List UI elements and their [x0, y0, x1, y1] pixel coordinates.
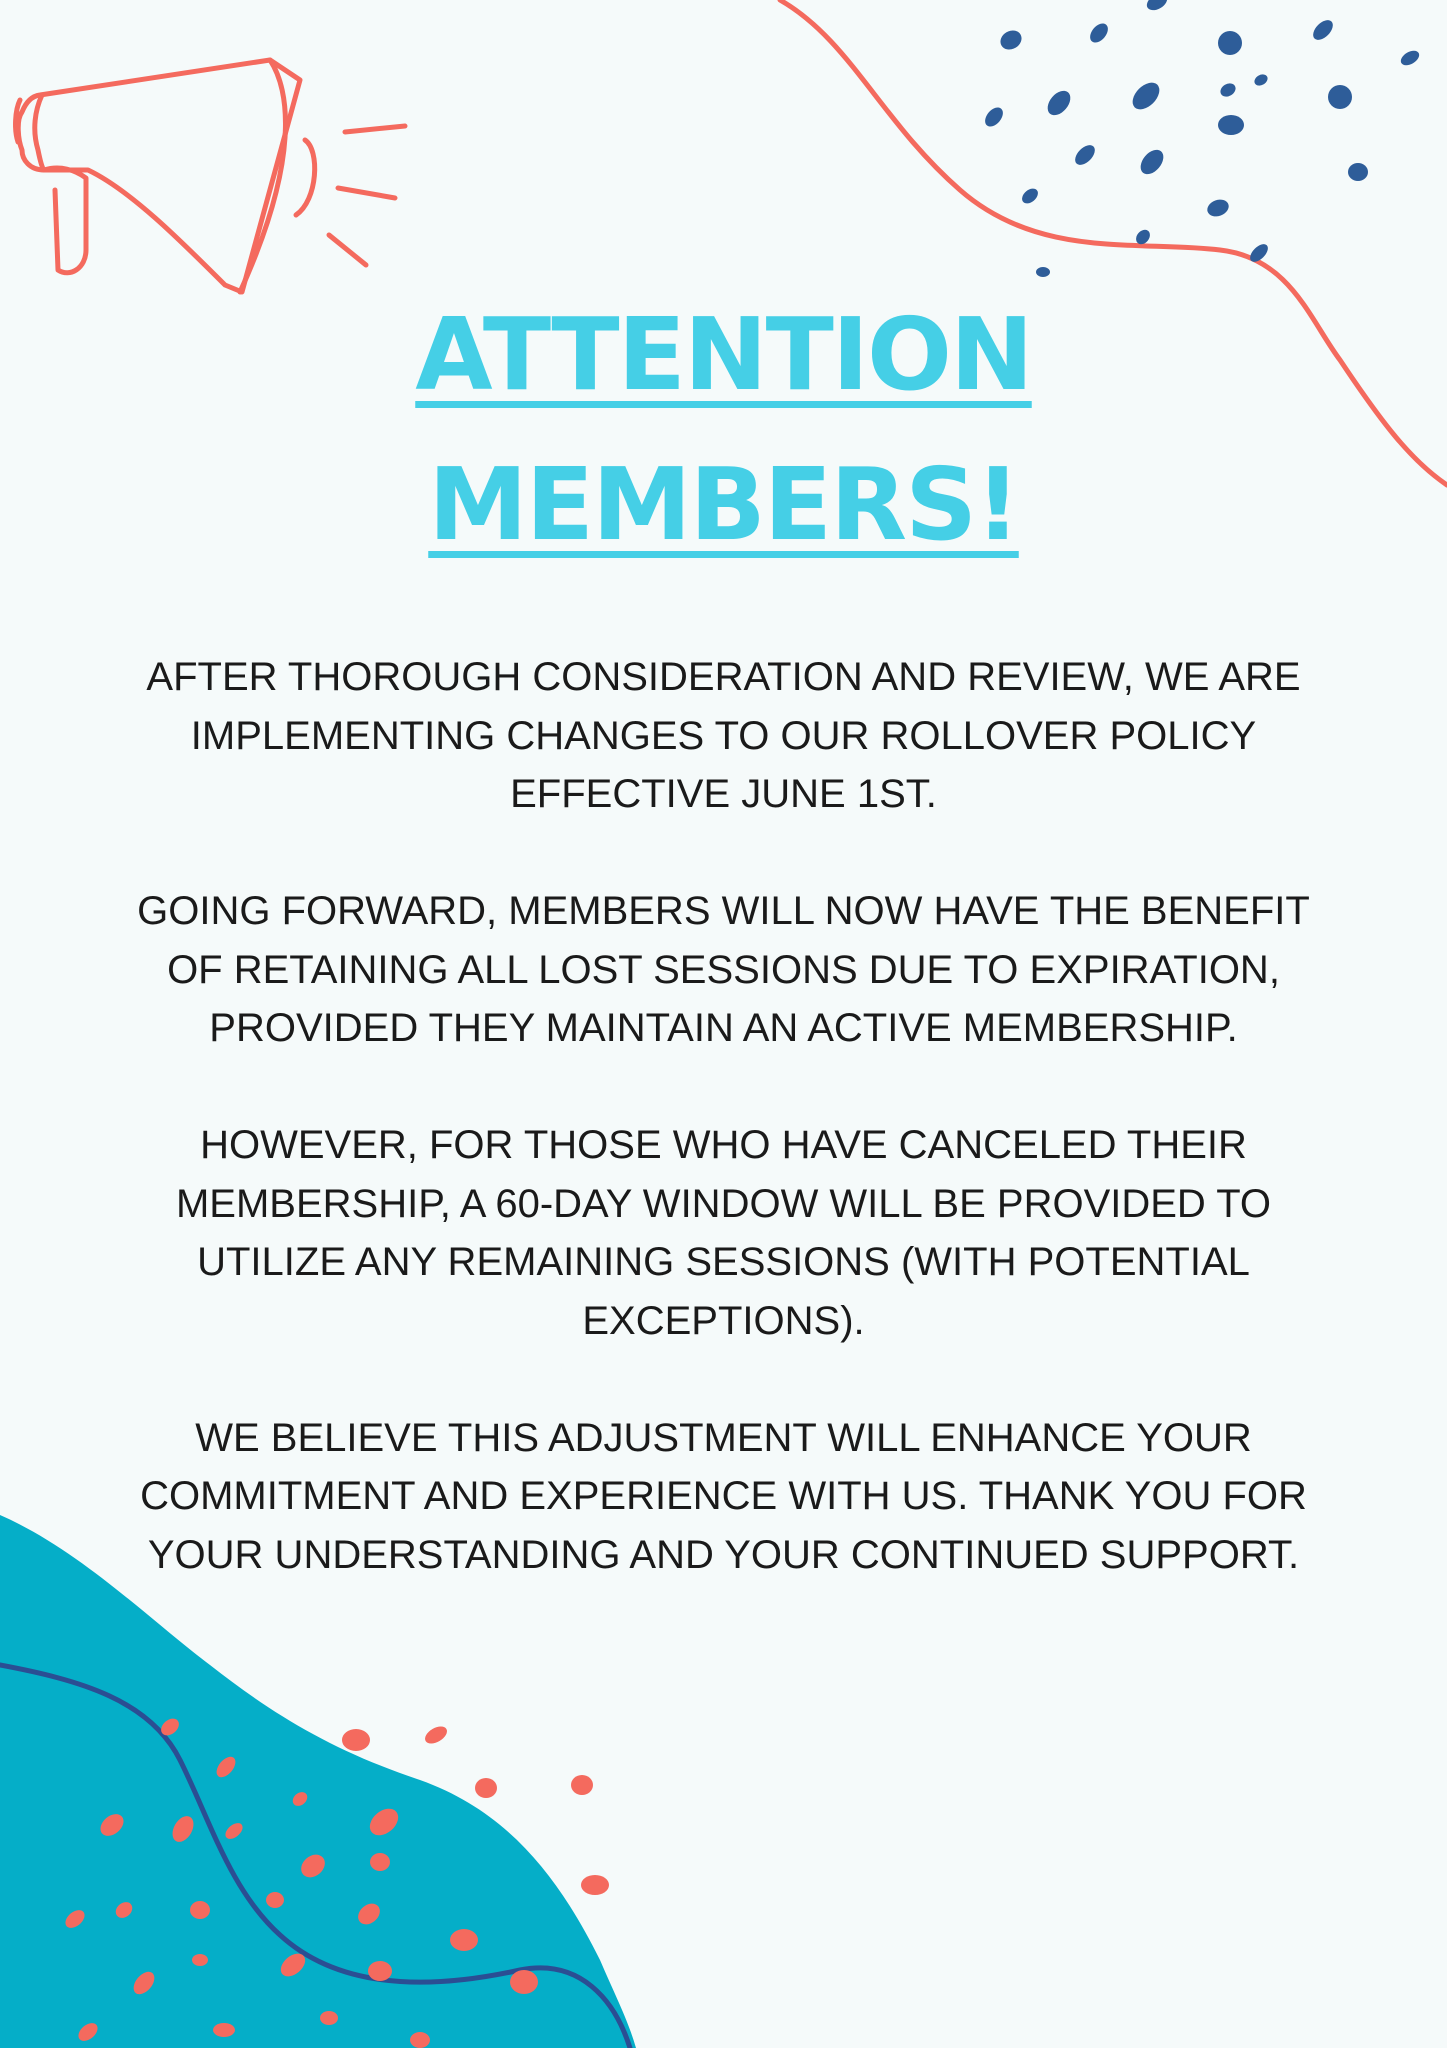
paragraph-policy-change: AFTER THOROUGH CONSIDERATION AND REVIEW, WE ARE IMPLEMENTING CHANGES TO OUR ROLLOVER POLICY EFFECTIVE JUNE 1ST.	[146, 655, 1301, 816]
notice-body	[130, 648, 1317, 1643]
paragraph-canceled-members: HOWEVER, FOR THOSE WHO HAVE CANCELED THEIR MEMBERSHIP, A 60-DAY WINDOW WILL BE PROVIDED TO UTILIZE ANY REMAINING SESSIONS (WITH POTENTIAL EXCEPTIONS).	[175, 1123, 1272, 1343]
page-title	[0, 280, 1447, 580]
paragraph-thank-you: WE BELIEVE THIS ADJUSTMENT WILL ENHANCE YOUR COMMITMENT AND EXPERIENCE WITH US. THANK YOU FOR YOUR UNDERSTANDING AND YOUR CONTINUED SUPPORT.	[140, 1415, 1307, 1577]
title-line-2: MEMBERS!	[428, 446, 1019, 563]
paragraph-active-members: GOING FORWARD, MEMBERS WILL NOW HAVE THE BENEFIT OF RETAINING ALL LOST SESSIONS DUE TO EXPIRATION, PROVIDED THEY MAINTAIN AN ACTIVE MEMBERSHIP.	[137, 889, 1310, 1050]
megaphone-icon	[16, 60, 405, 292]
title-line-1: ATTENTION	[415, 296, 1032, 413]
